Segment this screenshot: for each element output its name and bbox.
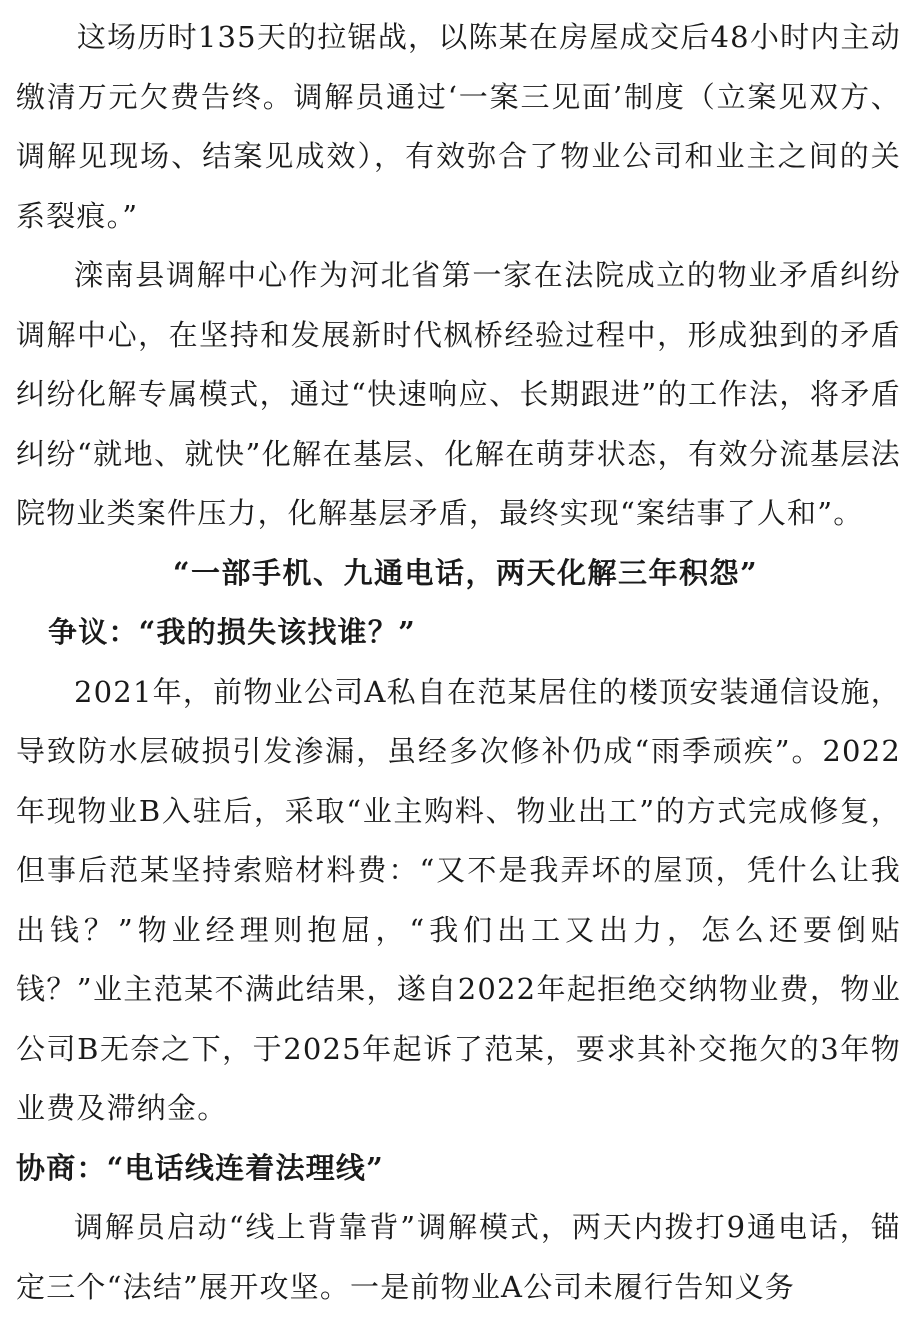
paragraph-dispute-details: 2021年，前物业公司A私自在范某居住的楼顶安装通信设施，导致防水层破损引发渗漏，虽经多次修补仍成“雨季顽疾”。2022年现物业B入驻后，采取“业主购料、物业出工”的方式完成修复，但事后范某坚持索赔材料费：“又不是我弄坏的屋顶，凭什么让我出钱？”物业经理则抱屈，“我们出工又出力，怎么还要倒贴钱？”业主范某不满此结果，遂自2022年起拒绝交纳物业费，物业公司B无奈之下，于2025年起诉了范某，要求其补交拖欠的3年物业费及滞纳金。 [16, 674, 901, 1125]
paragraph-mediation-center: 滦南县调解中心作为河北省第一家在法院成立的物业矛盾纠纷调解中心，在坚持和发展新时代枫桥经验过程中，形成独到的矛盾纠纷化解专属模式，通过“快速响应、长期跟进”的工作法，将矛盾纠纷“就地、就快”化解在基层、化解在萌芽状态，有效分流基层法院物业类案件压力，化解基层矛盾，最终实现“案结事了人和”。 [16, 258, 901, 530]
paragraph-negotiation-details: 调解员启动“线上背靠背”调解模式，两天内拨打9通电话，锚定三个“法结”展开攻坚。一是前物业A公司未履行告知义务 [16, 1210, 901, 1304]
heading-dispute: 争议：“我的损失该找谁？” [48, 615, 416, 649]
section-title: “一部手机、九通电话，两天化解三年积怨” [172, 555, 759, 590]
paragraph-case-conclusion: 这场历时135天的拉锯战，以陈某在房屋成交后48小时内主动缴清万元欠费告终。调解员通过‘一案三见面’制度（立案见双方、调解见现场、结案见成效），有效弥合了物业公司和业主之间的关系裂痕。” [16, 20, 901, 233]
heading-negotiation: 协商：“电话线连着法理线” [16, 1150, 384, 1185]
